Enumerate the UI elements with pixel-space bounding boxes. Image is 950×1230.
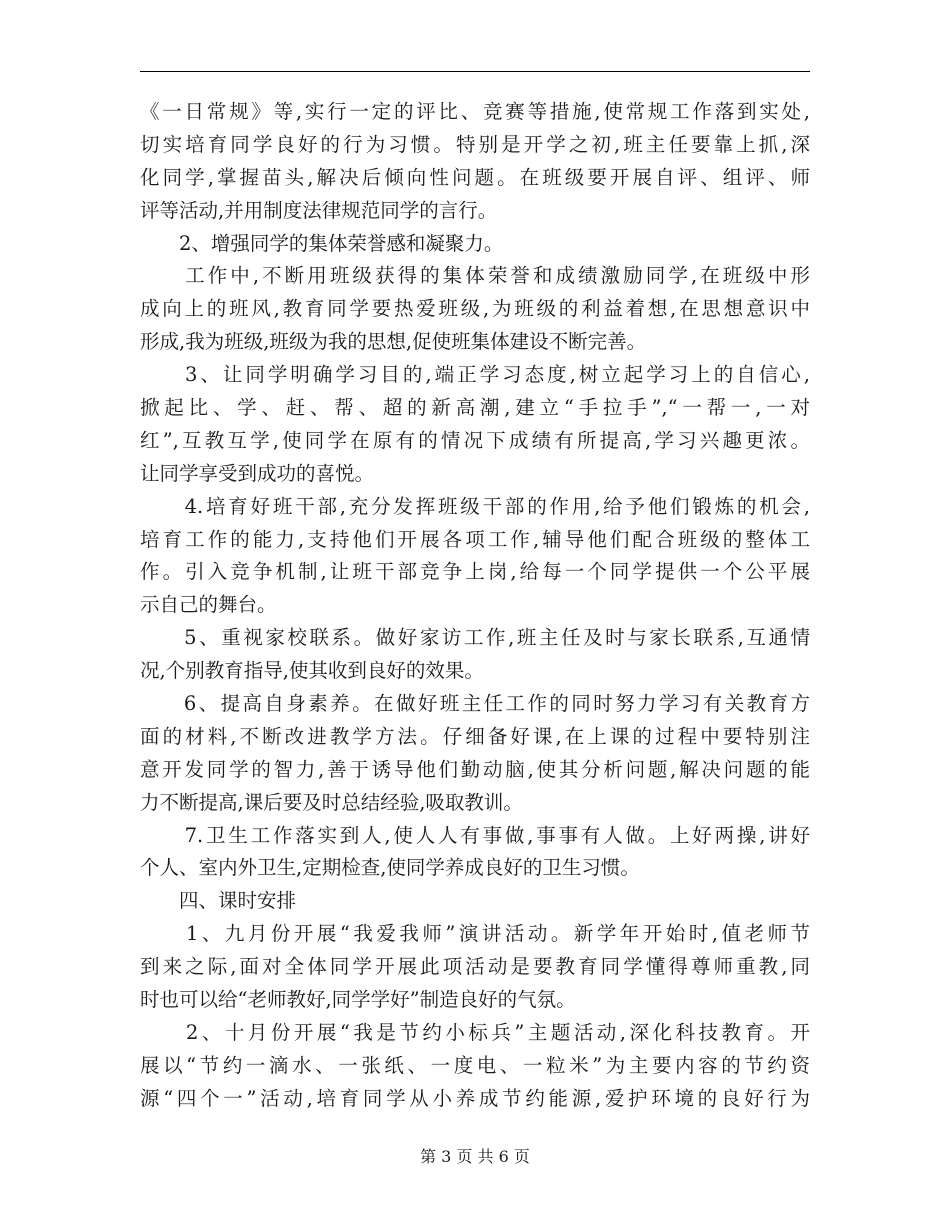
header-rule <box>140 71 810 72</box>
text-line: 培育工作的能力,支持他们开展各项工作,辅导他们配合班级的整体工 <box>140 527 810 551</box>
text-line: 切实培育同学良好的行为习惯。特别是开学之初,班主任要靠上抓,深 <box>140 132 810 156</box>
text-line: 四、课时安排 <box>140 889 297 913</box>
text-line: 2、增强同学的集体荣誉感和凝聚力。 <box>140 231 504 255</box>
text-line: 掀起比、学、赶、帮、超的新高潮,建立“手拉手”,“一帮一,一对 <box>140 396 810 420</box>
page-number: 第 3 页 共 6 页 <box>420 1147 530 1166</box>
text-line: 形成,我为班级,班级为我的思想,促使班集体建设不断完善。 <box>140 330 647 354</box>
text-line: 个人、室内外卫生,定期检查,使同学养成良好的卫生习惯。 <box>140 856 640 880</box>
text-line: 评等活动,并用制度法律规范同学的言行。 <box>140 198 498 222</box>
text-line: 成向上的班风,教育同学要热爱班级,为班级的利益着想,在思想意识中 <box>140 297 810 321</box>
text-line: 源“四个一”活动,培育同学从小养成节约能源,爱护环境的良好行为 <box>140 1086 810 1110</box>
text-line: 2、十月份开展“我是节约小标兵”主题活动,深化科技教育。开 <box>140 1020 810 1044</box>
text-line: 让同学享受到成功的喜悦。 <box>140 461 375 485</box>
text-line: 况,个别教育指导,使其收到良好的效果。 <box>140 659 484 683</box>
text-line: 工作中,不断用班级获得的集体荣誉和成绩激励同学,在班级中形 <box>140 264 810 288</box>
text-line: 《一日常规》等,实行一定的评比、竞赛等措施,使常规工作落到实处, <box>140 100 810 123</box>
text-line: 力不断提高,课后要及时总结经验,吸取教训。 <box>140 790 523 814</box>
text-line: 3、让同学明确学习目的,端正学习态度,树立起学习上的自信心, <box>140 363 810 387</box>
document-body <box>140 96 810 1116</box>
text-line: 7.卫生工作落实到人,使人人有事做,事事有人做。上好两操,讲好 <box>140 823 810 847</box>
text-line: 意开发同学的智力,善于诱导他们勤动脑,使其分析问题,解决问题的能 <box>140 757 810 781</box>
text-line: 化同学,掌握苗头,解决后倾向性问题。在班级要开展自评、组评、师 <box>140 165 810 189</box>
text-line: 红”,互教互学,使同学在原有的情况下成绩有所提高,学习兴趣更浓。 <box>140 428 810 452</box>
text-line: 作。引入竞争机制,让班干部竞争上岗,给每一个同学提供一个公平展 <box>140 560 810 584</box>
text-line: 时也可以给“老师教好,同学学好”制造良好的气氛。 <box>140 988 576 1012</box>
text-line: 展以“节约一滴水、一张纸、一度电、一粒米”为主要内容的节约资 <box>140 1053 810 1077</box>
text-line: 6、提高自身素养。在做好班主任工作的同时努力学习有关教育方 <box>140 692 810 716</box>
text-line: 1、九月份开展“我爱我师”演讲活动。新学年开始时,值老师节 <box>140 922 810 946</box>
text-line: 示自己的舞台。 <box>140 593 277 617</box>
text-line: 4.培育好班干部,充分发挥班级干部的作用,给予他们锻炼的机会, <box>140 494 810 518</box>
text-line: 到来之际,面对全体同学开展此项活动是要教育同学懂得尊师重教,同 <box>140 955 810 979</box>
text-line: 5、重视家校联系。做好家访工作,班主任及时与家长联系,互通情 <box>140 626 810 650</box>
text-line: 面的材料,不断改进教学方法。仔细备好课,在上课的过程中要特别注 <box>140 724 810 748</box>
